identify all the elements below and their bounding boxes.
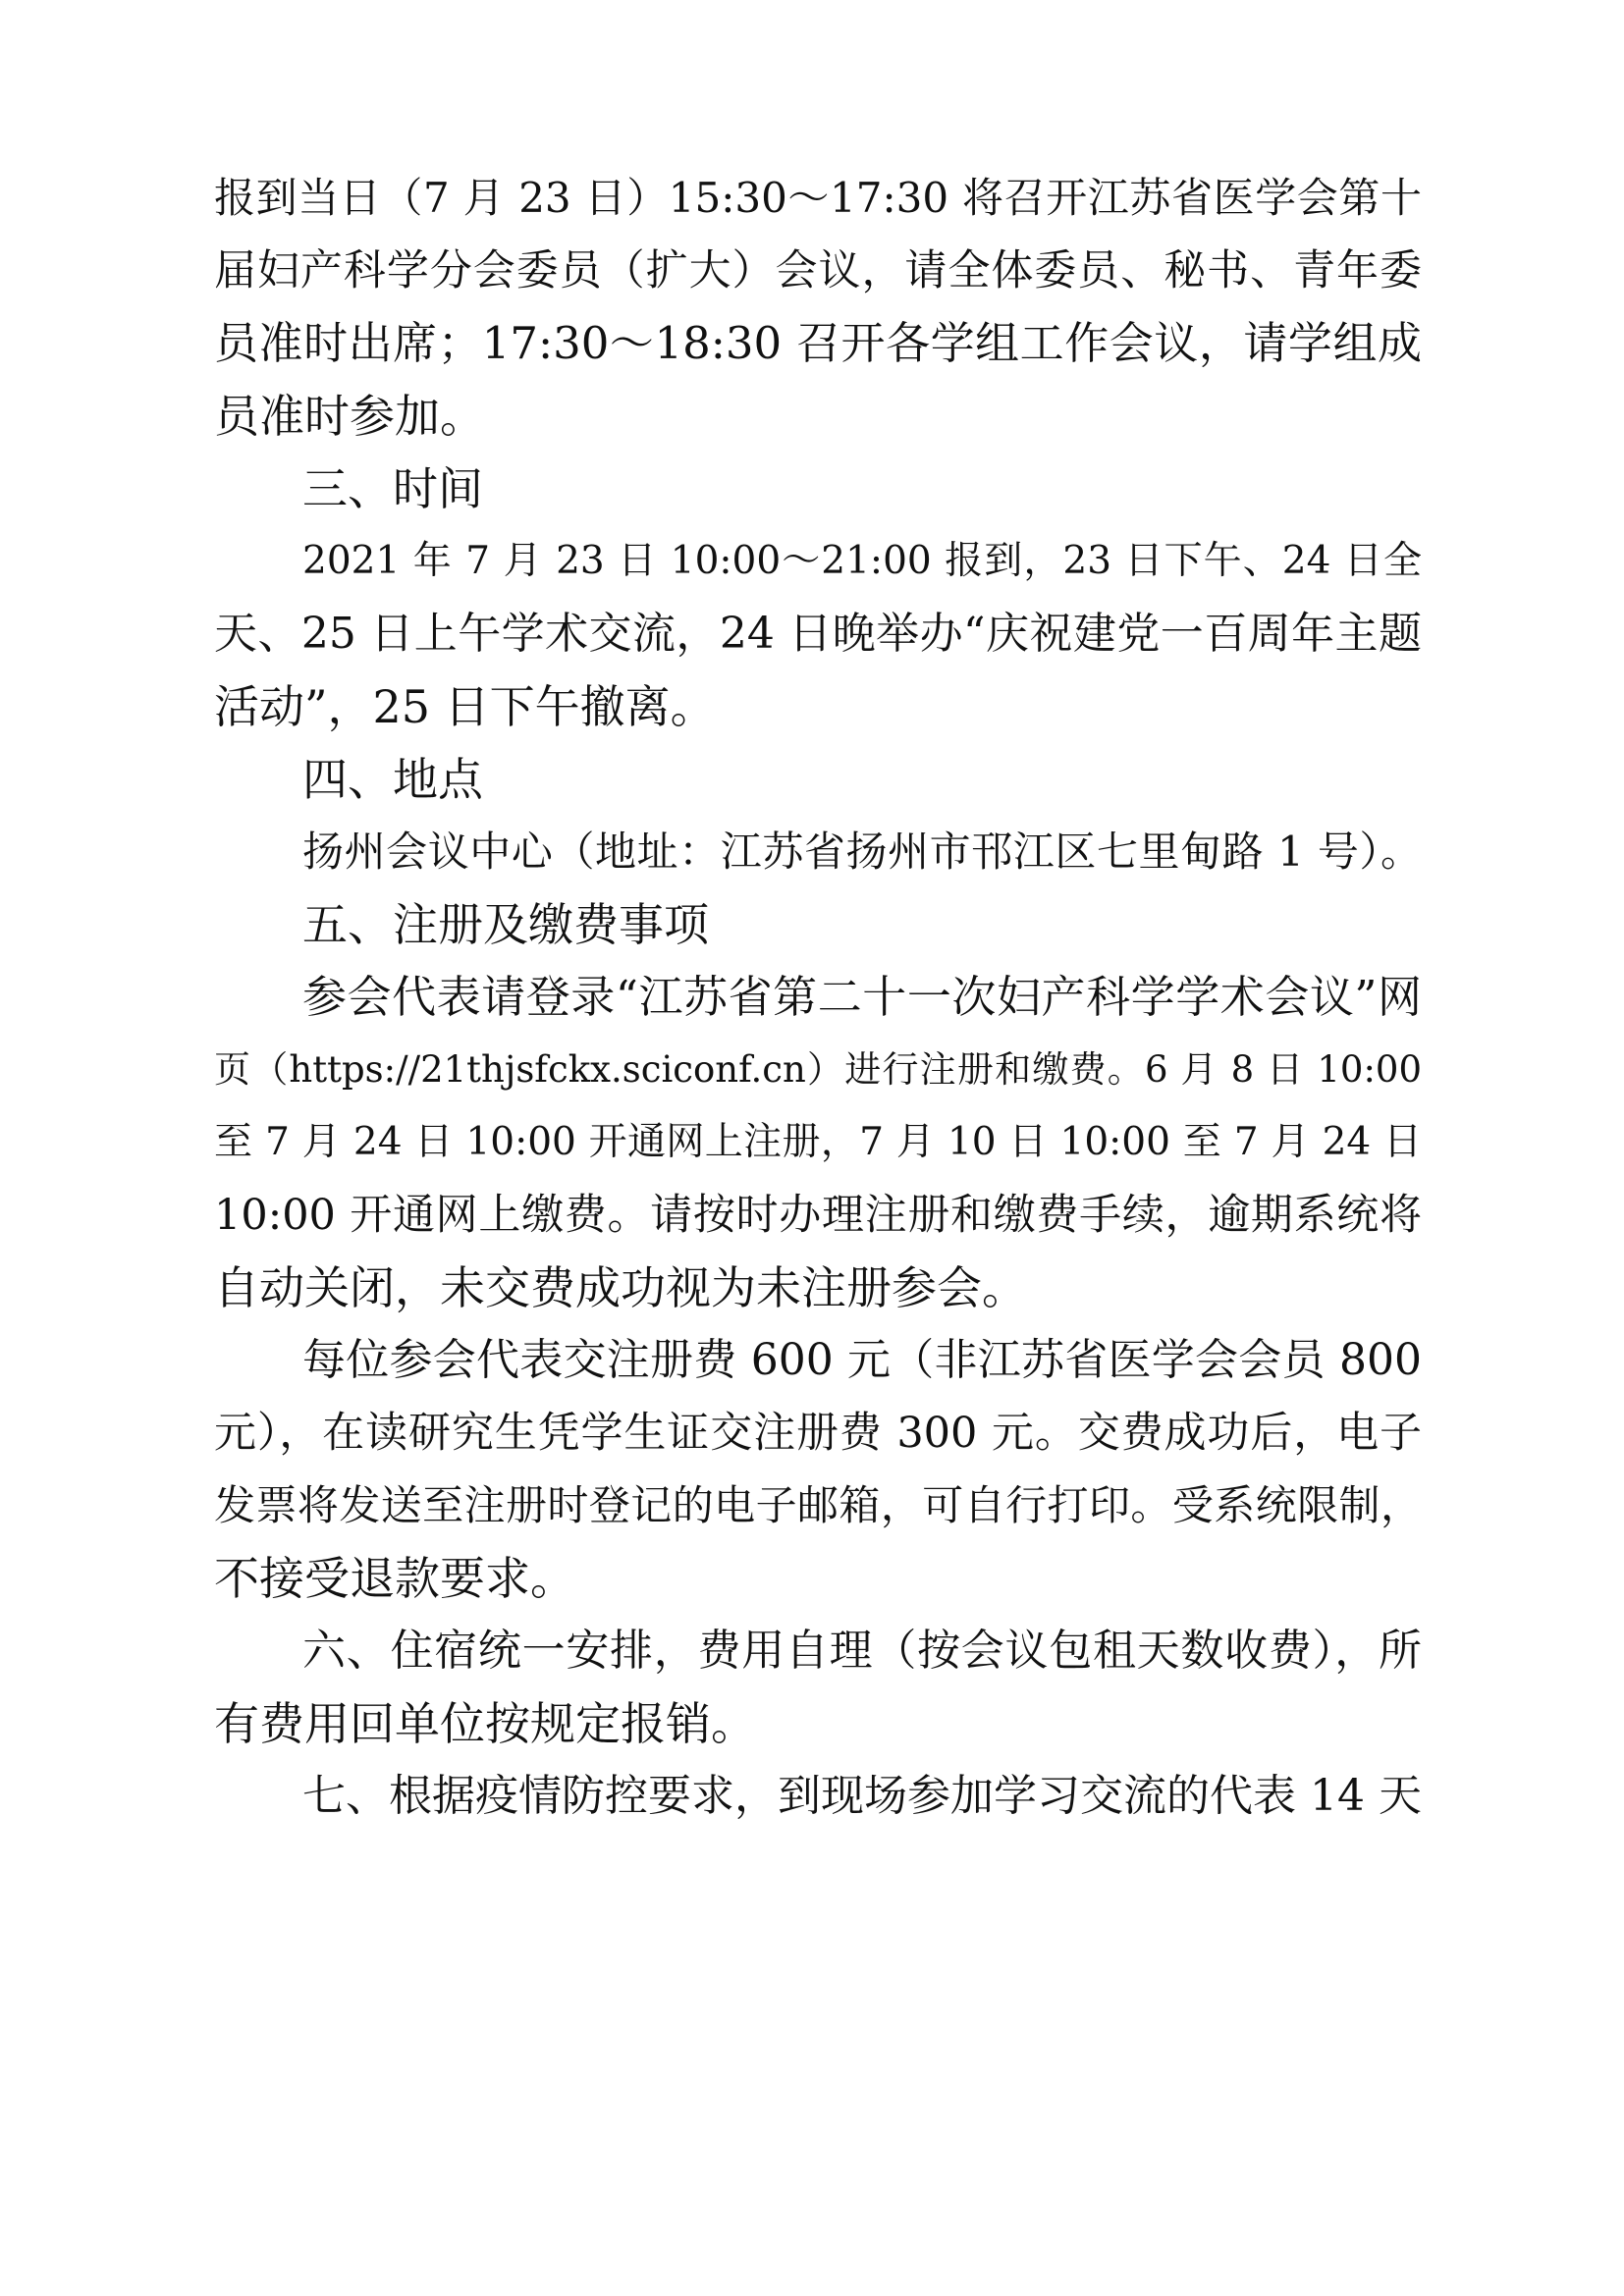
paragraph-line: 六、住宿统一安排，费用自理（按会议包租天数收费），所 (302, 1626, 1422, 1676)
paragraph-line: 天、25 日上午学术交流，24 日晚举办“庆祝建党一百周年主题 (214, 609, 1422, 659)
paragraph-line: 有费用回单位按规定报销。 (214, 1697, 756, 1750)
paragraph-line: 报到当日（7 月 23 日）15:30～17:30 将召开江苏省医学会第十 (214, 174, 1422, 222)
paragraph-line: 自动关闭，未交费成功视为未注册参会。 (214, 1261, 1027, 1314)
paragraph-line: 发票将发送至注册时登记的电子邮箱，可自行打印。受系统限制， (214, 1481, 1422, 1529)
paragraph-line: 活动”，25 日下午撤离。 (214, 680, 716, 733)
section-heading: 三、时间 (302, 462, 483, 515)
paragraph-line: 届妇产科学分会委员（扩大）会议，请全体委员、秘书、青年委 (214, 246, 1422, 295)
paragraph-line: 员准时出席；17:30～18:30 召开各学组工作会议，请学组成 (214, 317, 1422, 369)
paragraph-line: 2021 年 7 月 23 日 10:00～21:00 报到，23 日下午、24 日全 (302, 539, 1422, 583)
paragraph-line: 不接受退款要求。 (214, 1552, 575, 1605)
paragraph-line: 参会代表请登录“江苏省第二十一次妇产科学学术会议”网 (302, 971, 1422, 1023)
paragraph-line: 员准时参加。 (214, 390, 485, 443)
paragraph-line: 元），在读研究生凭学生证交注册费 300 元。交费成功后，电子 (214, 1409, 1422, 1458)
paragraph-line: 至 7 月 24 日 10:00 开通网上注册，7 月 10 日 10:00 至 7 月 24 日 (214, 1120, 1422, 1164)
paragraph-line: 扬州会议中心（地址：江苏省扬州市邗江区七里甸路 1 号）。 (302, 828, 1422, 876)
paragraph-line: 七、根据疫情防控要求，到现场参加学习交流的代表 14 天 (302, 1771, 1422, 1821)
section-heading: 五、注册及缴费事项 (302, 898, 709, 951)
section-heading: 四、地点 (302, 753, 483, 806)
paragraph-line: 页（https://21thjsfckx.sciconf.cn）进行注册和缴费。6 月 8 日 10:00 (214, 1048, 1422, 1091)
paragraph-line: 每位参会代表交注册费 600 元（非江苏省医学会会员 800 (302, 1335, 1422, 1385)
paragraph-line: 10:00 开通网上缴费。请按时办理注册和缴费手续，逾期系统将 (214, 1191, 1422, 1240)
